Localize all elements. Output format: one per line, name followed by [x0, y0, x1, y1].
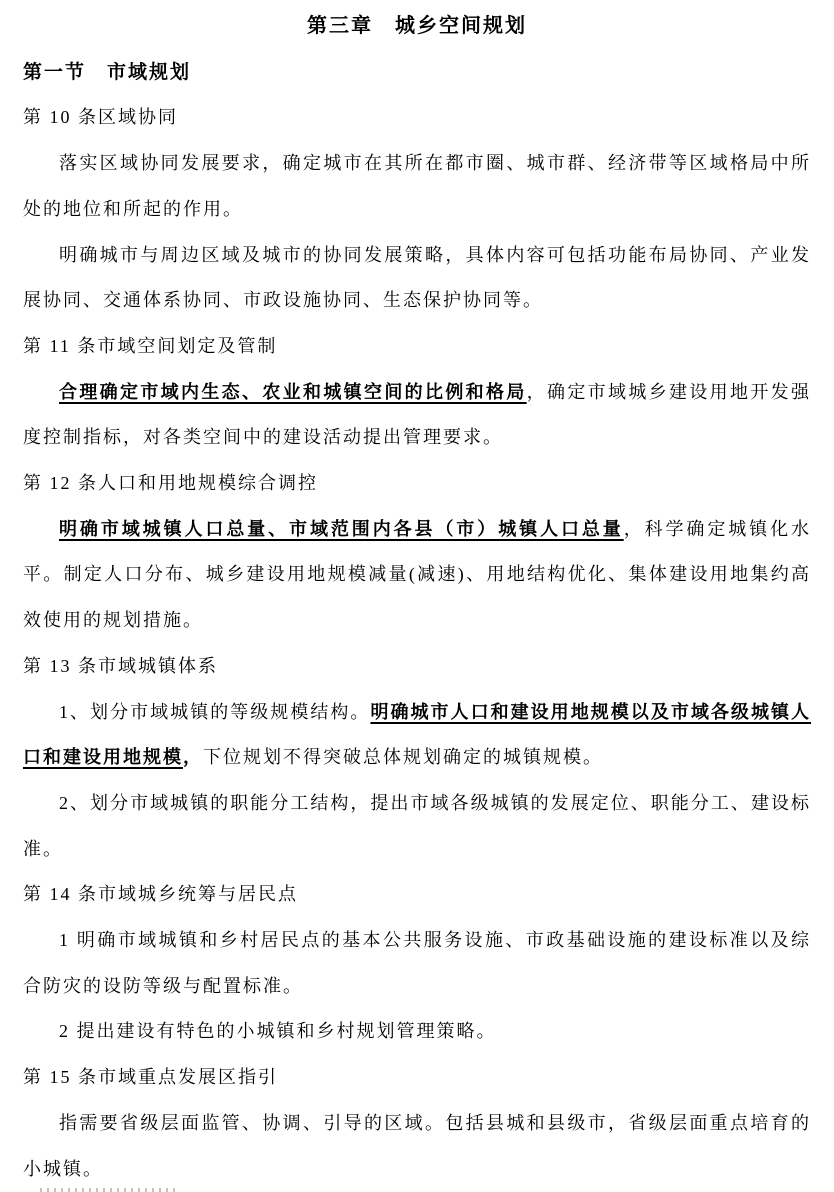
article-heading: 第 12 条人口和用地规模综合调控: [23, 473, 318, 494]
article-10: [23, 95, 811, 324]
text-run: 1 明确市域城镇和乡村居民点的基本公共服务设施、市政基础设施的建设标准以及综合防灾的设防等级与配置标准。: [23, 930, 811, 996]
article-heading: 第 15 条市域重点发展区指引: [23, 1067, 278, 1088]
article-heading: 第 14 条市域城乡统筹与居民点: [23, 884, 298, 905]
emphasized-text-run: 合理确定市域内生态、农业和城镇空间的比例和格局: [59, 381, 527, 402]
bold-text-run: ，: [183, 747, 203, 768]
article-heading: 第 10 条区域协同: [23, 107, 178, 128]
article-11: [23, 324, 811, 461]
text-run: 2、划分市域城镇的职能分工结构，提出市域各级城镇的发展定位、职能分工、建设标准。: [23, 792, 811, 859]
article-15: [23, 1055, 811, 1192]
emphasized-text-run: 明确城市人口和建设用地规模以及市域各级城镇人口和建设用地规模: [23, 701, 812, 768]
text-run: 明确城市与周边区域及城市的协同发展策略，具体内容可包括功能布局协同、产业发展协同、交通体系协同、市政设施协同、生态保护协同等。: [23, 244, 811, 311]
text-run: 2 提出建设有特色的小城镇和乡村规划管理策略。: [59, 1021, 497, 1042]
paragraph: [23, 233, 811, 324]
paragraph: [23, 690, 811, 781]
paragraph: [23, 141, 811, 232]
paragraph: [23, 781, 811, 872]
text-run: 指需要省级层面监管、协调、引导的区域。包括县城和县级市，省级层面重点培育的小城镇。: [23, 1112, 811, 1179]
text-run: 下位规划不得突破总体规划确定的城镇规模。: [203, 747, 603, 768]
text-run: ，科学确定城镇化水平。制定人口分布、城乡建设用地规模减量(减速)、用地结构优化、集体建设用地集约高效使用的规划措施。: [23, 518, 812, 631]
text-run: 落实区域协同发展要求，确定城市在其所在都市圈、城市群、经济带等区域格局中所处的地位和所起的作用。: [23, 153, 811, 219]
article-heading: 第 11 条市域空间划定及管制: [23, 335, 278, 356]
paragraph: [23, 370, 811, 461]
paragraph: [23, 918, 811, 1009]
article-12: [23, 461, 811, 644]
paragraph: [23, 507, 811, 644]
emphasized-text-run: 明确市域城镇人口总量、市域范围内各县（市）城镇人口总量: [59, 518, 624, 539]
paragraph: [23, 1009, 811, 1055]
text-run: 1、划分市域城镇的等级规模结构。: [59, 701, 371, 722]
article-heading: 第 13 条市域城镇体系: [23, 655, 218, 676]
text-run: ，确定市域城乡建设用地开发强度控制指标，对各类空间中的建设活动提出管理要求。: [23, 381, 812, 448]
chapter-title: 第三章 城乡空间规划: [307, 15, 527, 37]
section-title: 第一节 市域规划: [23, 61, 192, 83]
paragraph: [23, 1101, 811, 1192]
clipped-next-line-fragment: [40, 1188, 175, 1192]
article-14: [23, 872, 811, 1055]
article-13: [23, 644, 811, 873]
